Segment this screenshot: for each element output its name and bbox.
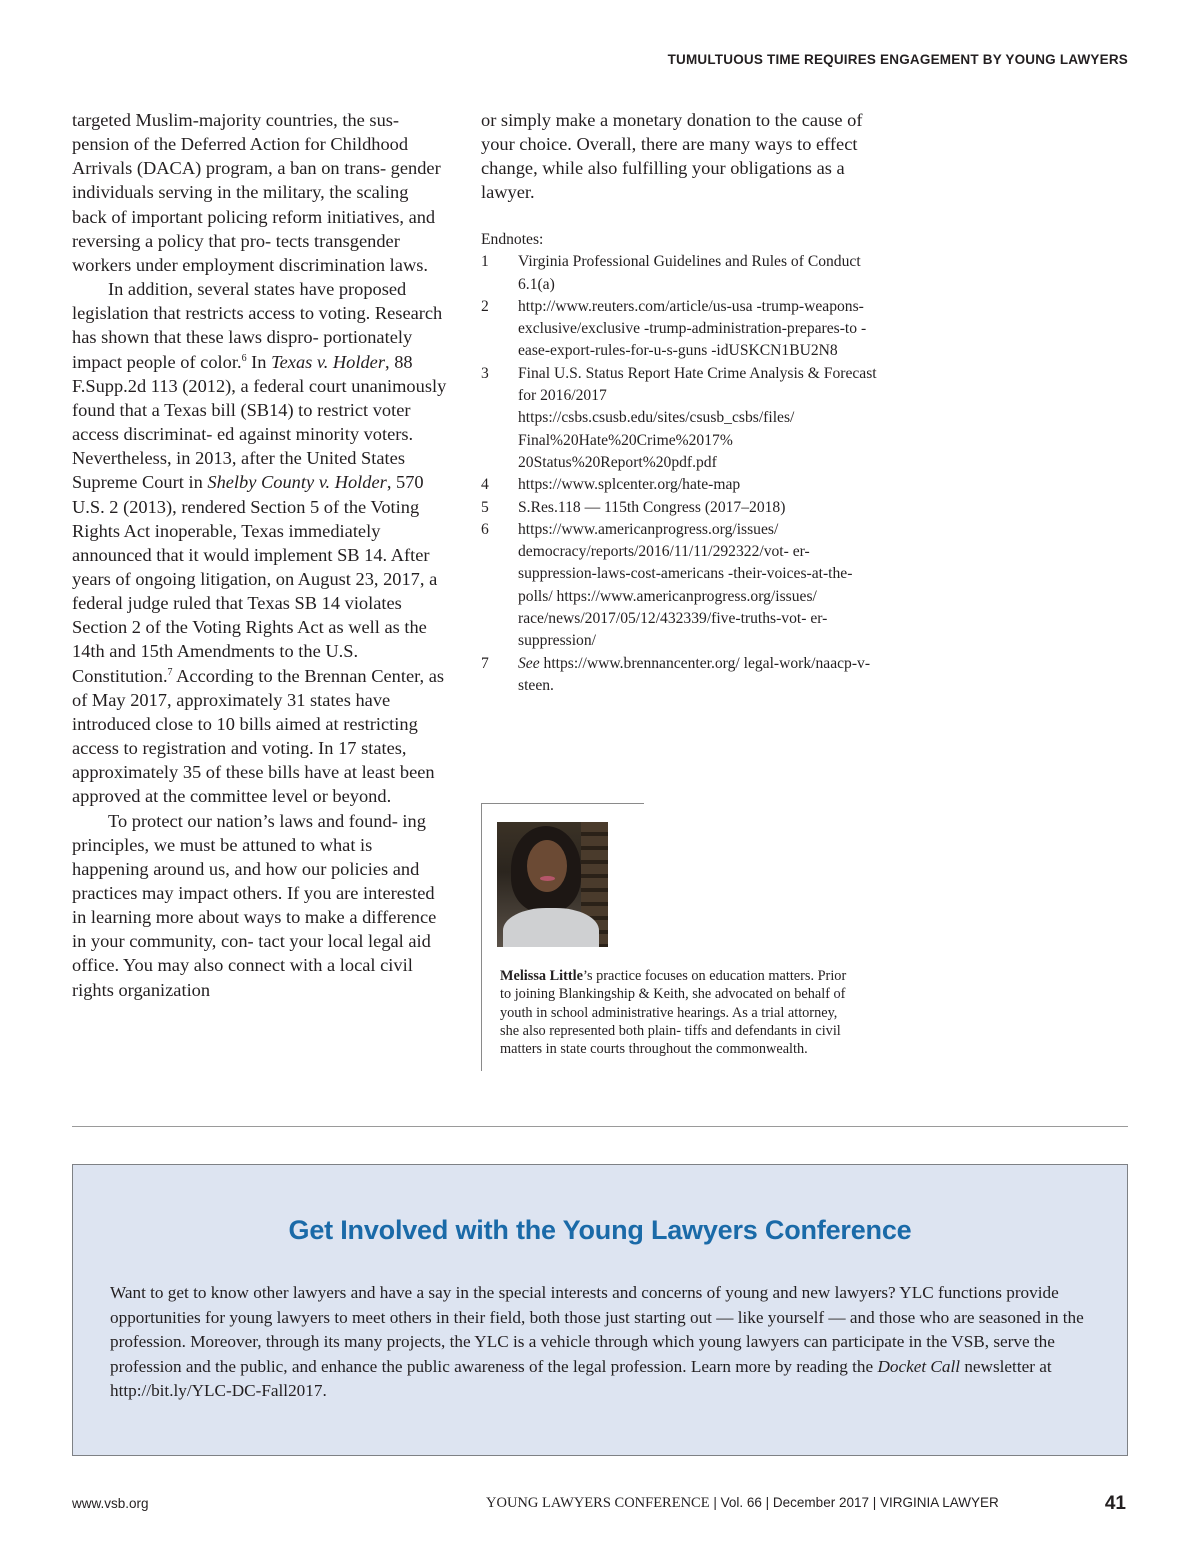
paragraph-1: targeted Muslim-majority countries, the sus- pension of the Deferred Action for Childhood Arrivals (DACA) program, a ban on trans- gender individuals serving in the military, the scaling back of important policing reform initiatives, and reversing a policy that pro- tects transgender workers under employment discrimination laws. bbox=[72, 110, 441, 275]
paragraph-2-text-a: In addition, several states have proposed legislation that restricts access to voting. Research has shown that these laws dispro- portionately impact people of color. bbox=[72, 279, 443, 372]
footer-section: YOUNG LAWYERS CONFERENCE bbox=[486, 1495, 710, 1511]
bio-frame-topline bbox=[482, 803, 644, 804]
endnote-2 bbox=[481, 296, 881, 363]
footer-publication-line bbox=[486, 1495, 999, 1512]
photo-lips bbox=[540, 876, 555, 881]
author-name: Melissa Little bbox=[500, 968, 583, 984]
paragraph-2 bbox=[72, 277, 447, 808]
endnote-6 bbox=[481, 519, 881, 653]
case-name-texas-v-holder: Texas v. Holder bbox=[271, 351, 385, 372]
endnote-text: Virginia Professional Guidelines and Rules of Conduct 6.1(a) bbox=[518, 253, 861, 293]
section-divider bbox=[72, 1126, 1128, 1127]
footer-issue: December 2017 bbox=[772, 1495, 869, 1510]
endnote-link[interactable]: https://www.americanprogress.org/issues/ democracy/reports/2016/11/11/292322/vot- er-suppression-laws-cost-americans -their-voices-at-the-polls/ https://www.americanprogress.org/issues/ race/news/2017/05/12/432339/five-truths-vot- er-suppression/ bbox=[518, 520, 853, 650]
author-bio-text: ’s practice focuses on education matters. Prior to joining Blankingship & Keith, she advocated on behalf of youth in school administrative hearings. As a trial attorney, she also represented both plain- tiffs and defendants in civil matters in state courts throughout the commonwealth. bbox=[500, 968, 847, 1058]
endnote-url[interactable]: https://www.brennancenter.org/ legal-work/naacp-v-steen. bbox=[518, 654, 871, 694]
footer-publication: VIRGINIA LAWYER bbox=[880, 1495, 999, 1510]
page-number: 41 bbox=[1104, 1493, 1126, 1514]
endnote-link[interactable] bbox=[518, 653, 881, 698]
paragraph-2-text-d: , 570 U.S. 2 (2013), rendered Section 5 of the Voting Rights Act inoperable, Texas immediately announced that it would implement SB 14. After years of ongoing litigation, on August 23, 2017, a federal judge ruled that Texas SB 14 violates Section 2 of the Voting Rights Act as well as the 14th and 15th Amendments to the U.S. Constitution. bbox=[72, 472, 438, 686]
endnote-link[interactable]: http://www.reuters.com/article/us-usa -trump-weapons-exclusive/exclusive -trump-administration-prepares-to -ease-export-rules-for-u-s-guns -idUSKCN1BU2N8 bbox=[518, 297, 867, 360]
callout-body bbox=[110, 1281, 1095, 1404]
endnote-number: 4 bbox=[481, 476, 489, 494]
paragraph-2-text-e: According to the Brennan Center, as of May 2017, approximately 31 states have introduced close to 10 bills aimed at restricting access to registration and voting. In 17 states, approximately 35 of these bills have at least been approved at the committee level or beyond. bbox=[72, 665, 445, 807]
ylc-callout-box bbox=[72, 1164, 1128, 1456]
photo-face bbox=[527, 840, 567, 892]
footnote-ref-7: 7 bbox=[167, 666, 173, 678]
endnote-number: 6 bbox=[481, 520, 489, 538]
article-right-column bbox=[481, 108, 881, 205]
callout-body-text-b[interactable]: newsletter at http://bit.ly/YLC-DC-Fall2017. bbox=[110, 1356, 1052, 1400]
endnote-7 bbox=[481, 653, 881, 698]
endnote-link[interactable]: https://www.splcenter.org/hate-map bbox=[518, 476, 741, 494]
endnotes bbox=[481, 229, 881, 697]
endnote-number: 7 bbox=[481, 654, 489, 672]
endnote-see: See bbox=[518, 654, 540, 672]
endnote-4 bbox=[481, 474, 881, 496]
article-left-column bbox=[72, 108, 447, 1002]
footer-website[interactable]: www.vsb.org bbox=[72, 1496, 149, 1511]
endnote-link[interactable]: Final U.S. Status Report Hate Crime Analysis & Forecast for 2016/2017 https://csbs.csusb.edu/sites/csusb_csbs/files/ Final%20Hate%20Crime%2017% 20Status%20Report%20pdf.pdf bbox=[518, 364, 877, 471]
endnote-number: 1 bbox=[481, 253, 489, 271]
author-photo bbox=[497, 822, 608, 947]
paragraph-2-text-c: , 88 F.Supp.2d 113 (2012), a federal court unanimously found that a Texas bill (SB14) to restrict voter access discriminat- ed against minority voters. Nevertheless, in 2013, after the United States Supreme Court in bbox=[72, 351, 447, 493]
endnote-5 bbox=[481, 497, 881, 519]
author-bio bbox=[500, 967, 855, 1058]
running-head: TUMULTUOUS TIME REQUIRES ENGAGEMENT BY YOUNG LAWYERS bbox=[667, 52, 1128, 67]
footnote-ref-6: 6 bbox=[241, 352, 247, 364]
case-name-shelby-county: Shelby County v. Holder bbox=[207, 472, 387, 493]
endnote-text: S.Res.118 — 115th Congress (2017–2018) bbox=[518, 498, 786, 516]
callout-body-text-a: Want to get to know other lawyers and have a say in the special interests and concerns of young and new lawyers? YLC functions provide opportunities for young lawyers to meet others in their field, both those just starting out — like yourself — and those who are seasoned in the profession. Moreover, through its many projects, the YLC is a vehicle through which young lawyers can participate in the VSB, serve the profession and the public, and enhance the public awareness of the legal profession. Learn more by reading the bbox=[110, 1283, 1084, 1376]
endnote-number: 2 bbox=[481, 297, 489, 315]
endnote-3 bbox=[481, 363, 881, 474]
paragraph-2-text-b: In bbox=[246, 351, 272, 372]
footer-separator: | bbox=[709, 1495, 721, 1510]
paragraph-3: To protect our nation’s laws and found- ing principles, we must be attuned to what is happening around us, and how our policies and practices may impact others. If you are interested in learning more about ways to make a difference in your community, con- tact your local legal aid office. You may also connect with a local civil rights organization bbox=[72, 810, 437, 1000]
paragraph-4: or simply make a monetary donation to the cause of your choice. Overall, there are many ways to effect change, while also fulfilling your obligations as a lawyer. bbox=[481, 110, 863, 203]
endnote-number: 3 bbox=[481, 364, 489, 382]
footer-volume: Vol. 66 bbox=[720, 1495, 762, 1510]
endnotes-title: Endnotes: bbox=[481, 231, 544, 248]
endnote-1 bbox=[481, 251, 881, 296]
newsletter-name: Docket Call bbox=[877, 1356, 961, 1376]
endnote-number: 5 bbox=[481, 498, 489, 516]
footer-separator: | bbox=[868, 1495, 880, 1510]
footer-separator: | bbox=[761, 1495, 773, 1510]
callout-title: Get Involved with the Young Lawyers Conference bbox=[288, 1215, 912, 1245]
photo-shoulders bbox=[503, 908, 599, 947]
